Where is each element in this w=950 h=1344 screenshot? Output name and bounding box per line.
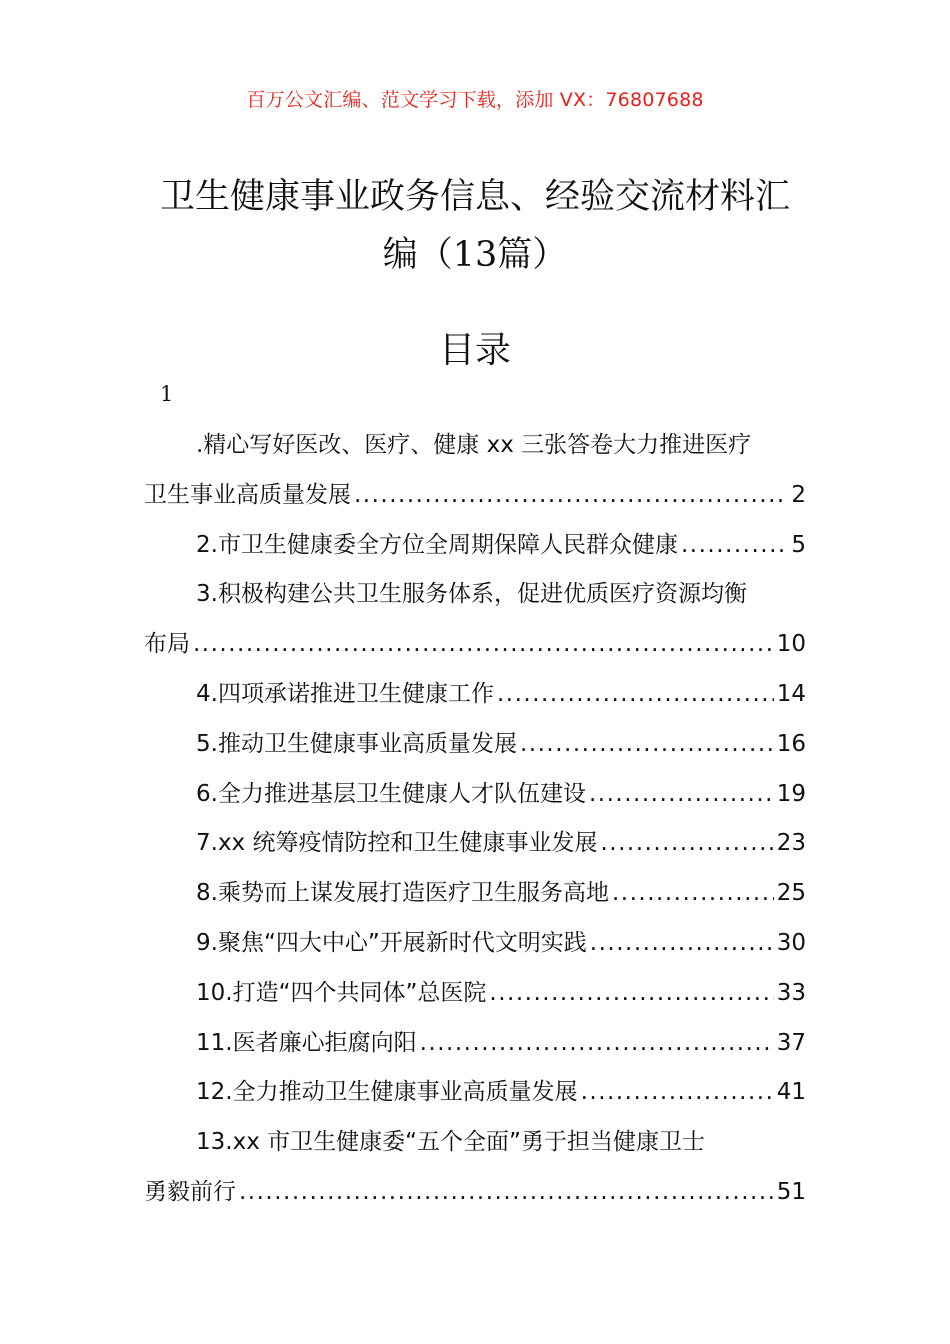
toc-entry-title: 勇毅前行 (144, 1178, 236, 1205)
toc-entry-title: 8.乘势而上谋发展打造医疗卫生服务高地 (196, 880, 609, 907)
toc-dot-leader (600, 819, 773, 869)
toc-entry-first-line: 13.xx 市卫生健康委“五个全面”勇于担当健康卫士 (196, 1129, 705, 1156)
toc-entry-title: 卫生事业高质量发展 (144, 481, 351, 508)
toc-dot-leader (581, 1068, 774, 1118)
toc-dot-leader (612, 869, 774, 919)
toc-entry-line (144, 620, 806, 670)
toc-page-number: 2 (791, 481, 806, 508)
toc-page-number: 37 (776, 1029, 806, 1056)
toc-entry-title: 2.市卫生健康委全方位全周期保障人民群众健康 (196, 531, 678, 558)
toc-entry-title: 7.xx 统筹疫情防控和卫生健康事业发展 (196, 830, 598, 857)
toc-entry-first-line: 3.积极构建公共卫生服务体系，促进优质医疗资源均衡 (196, 581, 747, 608)
toc-page-number: 33 (776, 979, 806, 1006)
toc-dot-leader (354, 471, 788, 521)
toc-entry-title: 11.医者廉心拒腐向阳 (196, 1029, 417, 1056)
title-line-2 (130, 226, 820, 284)
toc-entry[interactable] (144, 570, 806, 670)
stray-number: 1 (160, 382, 174, 406)
toc-entry[interactable] (144, 1068, 806, 1118)
toc-page-number: 41 (776, 1079, 806, 1106)
toc-entry-line (144, 670, 806, 720)
toc-dot-leader (681, 521, 788, 571)
title-line-2-pre: 编（ (382, 235, 453, 275)
toc-entry-title: 9.聚焦“四大中心”开展新时代文明实践 (196, 929, 587, 956)
title-line-2-post: 篇） (497, 235, 568, 275)
toc-page-number: 16 (776, 730, 806, 757)
toc-entry[interactable] (144, 1118, 806, 1218)
toc-page-number: 23 (776, 830, 806, 857)
toc-entry[interactable] (144, 521, 806, 571)
title-line-1: 卫生健康事业政务信息、经验交流材料汇 (159, 177, 790, 217)
toc-page-number: 51 (776, 1178, 806, 1205)
header-note: 百万公文汇编、范文学习下载，添加 VX：76807688 (246, 89, 704, 111)
toc-entry[interactable] (144, 770, 806, 820)
title-count: 13 (452, 235, 498, 275)
toc-entry[interactable] (144, 421, 806, 521)
toc-entry[interactable] (144, 720, 806, 770)
toc-entry[interactable] (144, 1019, 806, 1069)
toc-page-number: 5 (791, 531, 806, 558)
toc-dot-leader (193, 620, 774, 670)
toc-dot-leader (497, 670, 774, 720)
toc-entry-title: 12.全力推动卫生健康事业高质量发展 (196, 1079, 578, 1106)
toc-heading: 目录 (438, 330, 511, 371)
toc-dot-leader (520, 720, 774, 770)
toc-entry-line (144, 720, 806, 770)
toc-entry[interactable] (144, 919, 806, 969)
toc-dot-leader (589, 770, 774, 820)
toc-entry[interactable] (144, 969, 806, 1019)
toc-entry[interactable] (144, 670, 806, 720)
toc-entry[interactable] (144, 819, 806, 869)
toc-entry-title: 5.推动卫生健康事业高质量发展 (196, 730, 517, 757)
toc-entry-line (144, 471, 806, 521)
toc-dot-leader (590, 919, 774, 969)
toc-entry[interactable] (144, 869, 806, 919)
toc-page-number: 25 (776, 880, 806, 907)
toc-entry-title: 4.四项承诺推进卫生健康工作 (196, 680, 494, 707)
toc-page-number: 14 (776, 680, 806, 707)
toc-entry-line (144, 969, 806, 1019)
toc-entry-line (144, 1168, 806, 1218)
toc-entry-line (144, 1068, 806, 1118)
toc-entry-line (144, 919, 806, 969)
toc-entry-title: 10.打造“四个共同体”总医院 (196, 979, 487, 1006)
toc-dot-leader (489, 969, 773, 1019)
toc-entry-line (144, 770, 806, 820)
toc-page-number: 19 (776, 780, 806, 807)
toc-dot-leader (239, 1168, 774, 1218)
toc-dot-leader (420, 1019, 774, 1069)
toc-entry-line (144, 1019, 806, 1069)
toc-entry-line (144, 819, 806, 869)
toc-entry-title: 布局 (144, 631, 190, 658)
toc-page-number: 10 (776, 631, 806, 658)
toc-entry-line (144, 869, 806, 919)
toc-entry-title: 6.全力推进基层卫生健康人才队伍建设 (196, 780, 586, 807)
toc-entry-first-line: .精心写好医改、医疗、健康 xx 三张答卷大力推进医疗 (196, 432, 752, 458)
toc-page-number: 30 (776, 929, 806, 956)
document-title (130, 168, 820, 284)
toc-entry-line (144, 521, 806, 571)
table-of-contents (144, 421, 806, 1218)
